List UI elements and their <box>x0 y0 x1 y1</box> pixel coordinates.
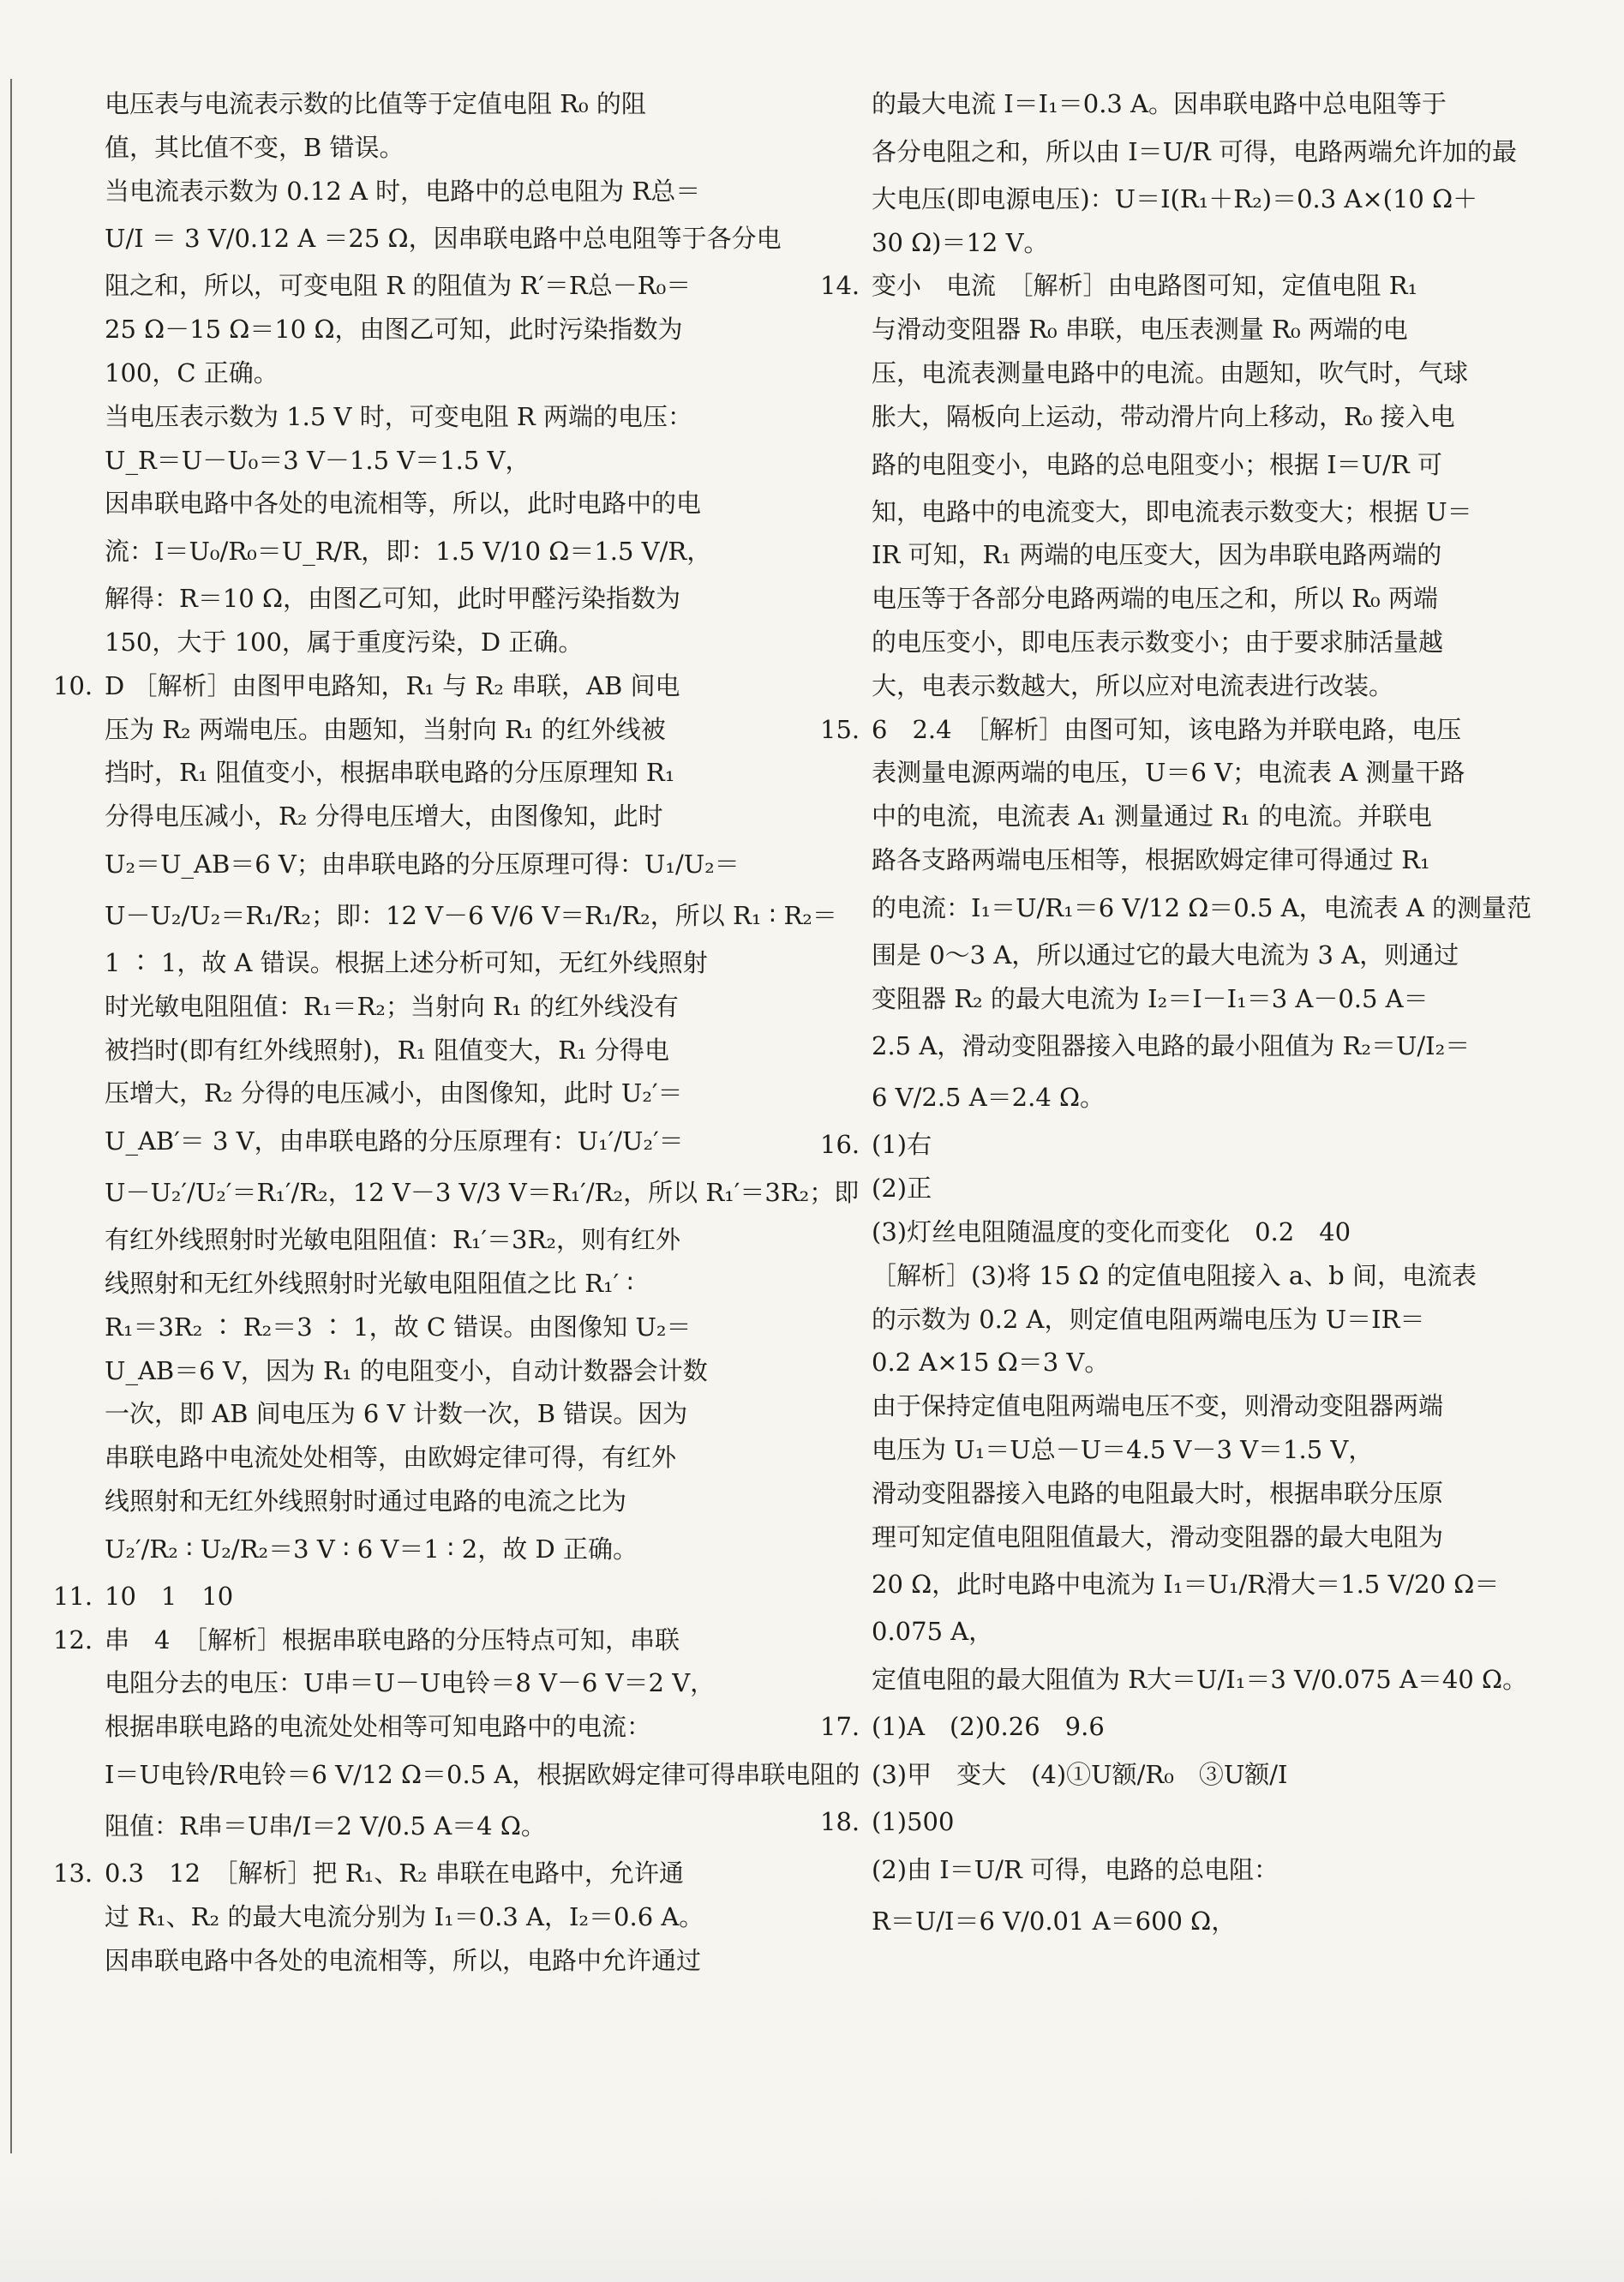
left-column-line <box>53 1852 722 1895</box>
line-text: 路的电阻变小，电路的总电阻变小；根据 I＝U/R 可 <box>872 449 1442 479</box>
left-column-line <box>53 1661 722 1705</box>
left-column-line <box>53 1167 860 1218</box>
left-column-line <box>53 621 722 664</box>
left-column-line <box>53 1436 722 1480</box>
left-column-line <box>53 751 722 795</box>
line-text: 因串联电路中各处的电流相等，所以，电路中允许通过 <box>105 1945 702 1975</box>
left-column-line <box>53 1895 722 1939</box>
left-column-line <box>53 395 722 439</box>
line-text: 因串联电路中各处的电流相等，所以，此时电路中的电 <box>105 489 702 519</box>
line-text: U－U₂′/U₂′＝R₁′/R₂，12 V－3 V/3 V＝R₁′/R₂，所以 R₁′＝3R₂；即 <box>105 1178 860 1208</box>
line-text: 压为 R₂ 两端电压。由题知，当射向 R₁ 的红外线被 <box>105 714 666 744</box>
left-column-line <box>53 525 722 577</box>
right-column-line <box>820 221 1489 265</box>
right-column-line <box>820 838 1489 882</box>
line-text: (2)由 I＝U/R 可得，电路的总电阻： <box>872 1854 1279 1884</box>
left-column-line <box>53 1029 722 1072</box>
left-column-line <box>53 351 722 395</box>
left-column-line <box>53 264 722 308</box>
line-text: 电压表与电流表示数的比值等于定值电阻 R₀ 的阻 <box>105 89 646 118</box>
line-text: I＝U电铃/R电铃＝6 V/12 Ω＝0.5 A，根据欧姆定律可得串联电阻的 <box>105 1759 860 1789</box>
question-number: 12. <box>53 1624 93 1654</box>
right-column-line <box>820 1384 1489 1428</box>
line-text: 挡时，R₁ 阻值变小，根据串联电路的分压原理知 R₁ <box>105 758 675 788</box>
left-column-line <box>53 1349 722 1393</box>
line-text: 压增大，R₂ 分得的电压减小，由图像知，此时 U₂′＝ <box>105 1078 683 1108</box>
line-text: 值，其比值不变，B 错误。 <box>105 132 405 162</box>
right-column-line <box>820 1254 1489 1298</box>
line-text: 阻之和，所以，可变电阻 R 的阻值为 R′＝R总－R₀＝ <box>105 271 692 301</box>
line-text: 滑动变阻器接入电路的电阻最大时，根据串联分压原 <box>872 1478 1444 1508</box>
left-column-line <box>53 126 722 170</box>
line-text: 1 ∶ 1，故 A 错误。根据上述分析可知，无红外线照射 <box>105 947 708 977</box>
line-text: 6 2.4 ［解析］由图可知，该电路为并联电路，电压 <box>872 714 1462 744</box>
left-column-line <box>53 1115 722 1167</box>
line-text: (1)500 <box>872 1806 955 1836</box>
line-text: 的电压变小，即电压表示数变小；由于要求肺活量越 <box>872 627 1444 657</box>
line-text: (3)灯丝电阻随温度的变化而变化 0.2 40 <box>872 1216 1351 1246</box>
right-column-line <box>820 1298 1489 1342</box>
line-text: (1)右 <box>872 1130 932 1160</box>
line-text: 知，电路中的电流变大，即电流表示数变大；根据 U＝ <box>872 496 1472 526</box>
line-text: 压，电流表测量电路中的电流。由题知，吹气时，气球 <box>872 357 1469 387</box>
line-text: 10 1 10 <box>105 1581 234 1611</box>
left-column-line <box>53 1072 722 1115</box>
question-number: 15. <box>820 714 860 744</box>
line-text: 25 Ω－15 Ω＝10 Ω，由图乙可知，此时污染指数为 <box>105 315 683 345</box>
right-column-line <box>820 126 1517 177</box>
right-column-line <box>820 490 1489 534</box>
right-column-line <box>820 1167 1489 1210</box>
right-column-line <box>820 1210 1489 1254</box>
line-text: 分得电压减小，R₂ 分得电压增大，由图像知，此时 <box>105 802 663 832</box>
left-column-line <box>53 1749 860 1800</box>
right-column-line <box>820 351 1489 395</box>
line-text: 大，电表示数越大，所以应对电流表进行改装。 <box>872 670 1394 700</box>
line-text: U₂＝U_AB＝6 V；由串联电路的分压原理可得：U₁/U₂＝ <box>105 849 740 879</box>
right-column-line <box>820 621 1489 664</box>
right-column-line <box>820 577 1489 621</box>
line-text: 当电压表示数为 1.5 V 时，可变电阻 R 两端的电压： <box>105 401 692 431</box>
right-column-line <box>820 1341 1489 1384</box>
line-text: 围是 0～3 A，所以通过它的最大电流为 3 A，则通过 <box>872 940 1459 970</box>
right-column-line <box>820 1072 1489 1123</box>
line-text: 时光敏电阻阻值：R₁＝R₂；当射向 R₁ 的红外线没有 <box>105 991 679 1021</box>
line-text: 当电流表示数为 0.12 A 时，电路中的总电阻为 R总＝ <box>105 176 701 206</box>
line-text: 变小 电流 ［解析］由电路图可知，定值电阻 R₁ <box>872 271 1418 301</box>
right-column-line <box>820 264 1489 308</box>
line-text: 线照射和无红外线照射时光敏电阻阻值之比 R₁′ ∶ <box>105 1268 634 1298</box>
right-column-line <box>820 1123 1489 1167</box>
line-text: 中的电流，电流表 A₁ 测量通过 R₁ 的电流。并联电 <box>872 802 1432 832</box>
question-number: 17. <box>820 1712 860 1742</box>
line-text: 串联电路中电流处处相等，由欧姆定律可得，有红外 <box>105 1443 677 1473</box>
line-text: 解得：R＝10 Ω，由图乙可知，此时甲醛污染指数为 <box>105 584 680 614</box>
left-column-line <box>53 795 722 838</box>
left-column-line <box>53 1480 722 1523</box>
left-column-line <box>53 1523 722 1575</box>
line-text: 30 Ω)＝12 V。 <box>872 227 1049 257</box>
left-column-line <box>53 1262 722 1306</box>
line-text: U－U₂/U₂＝R₁/R₂；即：12 V－6 V/6 V＝R₁/R₂，所以 R₁ ∶ R₂＝ <box>105 900 837 930</box>
line-text: 电压为 U₁＝U总－U＝4.5 V－3 V＝1.5 V， <box>872 1434 1374 1464</box>
right-column-line <box>820 395 1489 439</box>
question-number: 11. <box>53 1581 93 1611</box>
line-text: 阻值：R串＝U串/I＝2 V/0.5 A＝4 Ω。 <box>105 1811 546 1841</box>
line-text: 100，C 正确。 <box>105 357 279 387</box>
line-text: 的电流：I₁＝U/R₁＝6 V/12 Ω＝0.5 A，电流表 A 的测量范 <box>872 892 1531 922</box>
line-text: 150，大于 100，属于重度污染，D 正确。 <box>105 627 584 657</box>
line-text: U/I ＝ 3 V/0.12 A ＝25 Ω，因串联电路中总电阻等于各分电 <box>105 224 782 254</box>
left-column-line <box>53 941 722 985</box>
left-column-line <box>53 482 722 525</box>
line-text: (1)A (2)0.26 9.6 <box>872 1712 1105 1742</box>
line-text: 20 Ω，此时电路中电流为 I₁＝U₁/R滑大＝1.5 V/20 Ω＝ <box>872 1570 1500 1600</box>
page-binding-edge <box>10 79 12 2153</box>
line-text: U_AB′＝ 3 V，由串联电路的分压原理有：U₁′/U₂′＝ <box>105 1126 684 1156</box>
page-bottom-margin <box>0 2171 1624 2282</box>
line-text: ［解析］(3)将 15 Ω 的定值电阻接入 a、b 间，电流表 <box>872 1260 1477 1290</box>
line-text: 线照射和无红外线照射时通过电路的电流之比为 <box>105 1486 627 1516</box>
line-text: 0.2 A×15 Ω＝3 V。 <box>872 1348 1110 1378</box>
line-text: 串 4 ［解析］根据串联电路的分压特点可知，串联 <box>105 1624 680 1654</box>
line-text: 根据串联电路的电流处处相等可知电路中的电流： <box>105 1712 652 1742</box>
line-text: 理可知定值电阻阻值最大，滑动变阻器的最大电阻为 <box>872 1522 1444 1552</box>
line-text: 电阻分去的电压：U串＝U－U电铃＝8 V－6 V＝2 V， <box>105 1668 716 1698</box>
line-text: 大电压(即电源电压)：U＝I(R₁＋R₂)＝0.3 A×(10 Ω＋ <box>872 183 1478 213</box>
line-text: 6 V/2.5 A＝2.4 Ω。 <box>872 1083 1106 1113</box>
line-text: 定值电阻的最大阻值为 R大＝U/I₁＝3 V/0.075 A＝40 Ω。 <box>872 1665 1528 1695</box>
line-text: 与滑动变阻器 R₀ 串联，电压表测量 R₀ 两端的电 <box>872 315 1408 345</box>
right-column-line <box>820 533 1489 577</box>
line-text: 有红外线照射时光敏电阻阻值：R₁′＝3R₂，则有红外 <box>105 1225 680 1255</box>
left-column-line <box>53 1705 722 1749</box>
right-column <box>820 82 1531 1947</box>
line-text: R₁＝3R₂ ∶ R₂＝3 ∶ 1，故 C 错误。由图像知 U₂＝ <box>105 1312 692 1342</box>
right-column-line <box>820 439 1489 490</box>
line-text: 各分电阻之和，所以由 I＝U/R 可得，电路两端允许加的最 <box>872 136 1517 166</box>
left-column-line <box>53 308 722 351</box>
left-column-line <box>53 838 740 890</box>
left-column-line <box>53 577 722 621</box>
line-text: R＝U/I＝6 V/0.01 A＝600 Ω， <box>872 1906 1237 1936</box>
right-column-line <box>820 977 1489 1021</box>
question-number: 18. <box>820 1806 860 1836</box>
left-column-line <box>53 213 782 264</box>
line-text: 胀大，隔板向上运动，带动滑片向上移动，R₀ 接入电 <box>872 401 1455 431</box>
left-column-line <box>53 1800 722 1852</box>
left-column-line <box>53 1306 722 1349</box>
question-number: 13. <box>53 1858 93 1888</box>
question-number: 10. <box>53 670 93 700</box>
line-text: 由于保持定值电阻两端电压不变，则滑动变阻器两端 <box>872 1391 1444 1421</box>
left-column-line <box>53 439 722 483</box>
right-column-line <box>820 1800 1489 1844</box>
line-text: 变阻器 R₂ 的最大电流为 I₂＝I－I₁＝3 A－0.5 A＝ <box>872 983 1429 1013</box>
line-text: (3)甲 变大 (4)①U额/R₀ ③U额/I <box>872 1759 1288 1789</box>
question-number: 16. <box>820 1130 860 1160</box>
right-column-line <box>820 934 1489 977</box>
line-text: 0.3 12 ［解析］把 R₁、R₂ 串联在电路中，允许通 <box>105 1858 684 1888</box>
right-column-line <box>820 1749 1489 1800</box>
line-text: 被挡时(即有红外线照射)，R₁ 阻值变大，R₁ 分得电 <box>105 1035 669 1065</box>
right-column-line <box>820 1654 1528 1705</box>
right-column-line <box>820 1472 1489 1516</box>
left-column-line <box>53 1218 722 1262</box>
right-column-line <box>820 882 1531 934</box>
line-text: 的最大电流 I＝I₁＝0.3 A。因串联电路中总电阻等于 <box>872 89 1447 118</box>
right-column-line <box>820 664 1489 708</box>
right-column-line <box>820 1558 1500 1610</box>
left-column-line <box>53 664 722 708</box>
left-column-line <box>53 1618 722 1662</box>
question-number: 14. <box>820 271 860 301</box>
right-column-line <box>820 1516 1489 1559</box>
left-column-line <box>53 890 837 941</box>
left-column-line <box>53 708 722 752</box>
line-text: 流：I＝U₀/R₀＝U_R/R，即：1.5 V/10 Ω＝1.5 V/R， <box>105 537 712 567</box>
line-text: 电压等于各部分电路两端的电压之和，所以 R₀ 两端 <box>872 584 1438 614</box>
line-text: U₂′/R₂ ∶ U₂/R₂＝3 V ∶ 6 V＝1 ∶ 2，故 D 正确。 <box>105 1534 638 1564</box>
line-text: U_R＝U－U₀＝3 V－1.5 V＝1.5 V， <box>105 445 530 475</box>
right-column-line <box>820 708 1489 752</box>
right-column-line <box>820 795 1489 838</box>
right-column-line <box>820 1895 1489 1947</box>
right-column-line <box>820 1020 1489 1072</box>
line-text: D ［解析］由图甲电路知，R₁ 与 R₂ 串联，AB 间电 <box>105 670 680 700</box>
line-text: 0.075 A， <box>872 1617 994 1647</box>
line-text: U_AB＝6 V，因为 R₁ 的电阻变小，自动计数器会计数 <box>105 1355 708 1385</box>
line-text: 过 R₁、R₂ 的最大电流分别为 I₁＝0.3 A，I₂＝0.6 A。 <box>105 1901 704 1931</box>
right-column-line <box>820 1705 1489 1749</box>
left-column-line <box>53 1575 722 1618</box>
left-column-line <box>53 985 722 1029</box>
right-column-line <box>820 1844 1489 1895</box>
right-column-line <box>820 1428 1489 1472</box>
left-column-line <box>53 82 722 126</box>
line-text: 一次，即 AB 间电压为 6 V 计数一次，B 错误。因为 <box>105 1399 688 1429</box>
line-text: 的示数为 0.2 A，则定值电阻两端电压为 U＝IR＝ <box>872 1304 1425 1334</box>
line-text: 2.5 A，滑动变阻器接入电路的最小阻值为 R₂＝U/I₂＝ <box>872 1031 1471 1061</box>
right-column-line <box>820 308 1489 351</box>
line-text: (2)正 <box>872 1174 932 1204</box>
right-column-line <box>820 1610 1489 1654</box>
right-column-line <box>820 751 1489 795</box>
line-text: IR 可知，R₁ 两端的电压变大，因为串联电路两端的 <box>872 540 1442 570</box>
left-column-line <box>53 1392 722 1436</box>
left-column-line <box>53 1939 722 1983</box>
line-text: 表测量电源两端的电压，U＝6 V；电流表 A 测量干路 <box>872 758 1465 788</box>
line-text: 路各支路两端电压相等，根据欧姆定律可得通过 R₁ <box>872 844 1430 874</box>
right-column-line <box>820 82 1489 126</box>
right-column-line <box>820 177 1489 221</box>
left-column-line <box>53 170 722 213</box>
